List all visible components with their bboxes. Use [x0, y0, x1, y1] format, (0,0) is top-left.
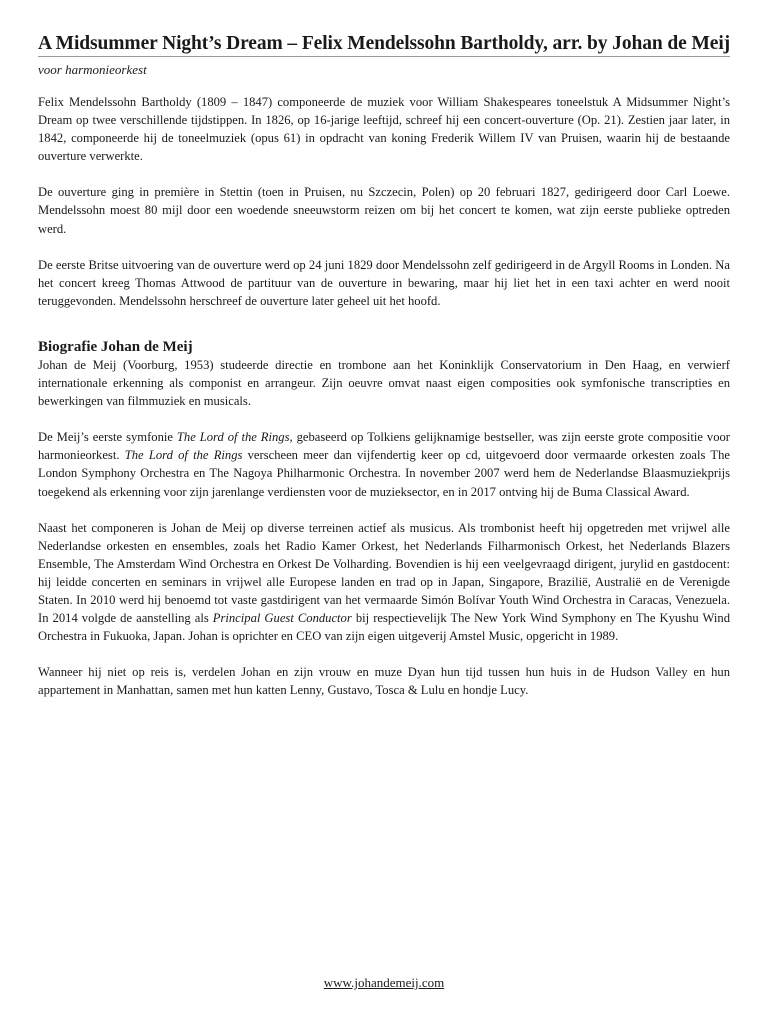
website-link[interactable]: www.johandemeij.com — [323, 975, 445, 990]
bio-paragraph-3 — [38, 519, 730, 646]
bio-p2-text-a: De Meij’s eerste symfonie — [38, 430, 177, 445]
page-title: A Midsummer Night’s Dream – Felix Mendelssohn Bartholdy, arr. by Johan de Meij — [38, 33, 730, 57]
work-title-italic: The Lord of the Rings — [124, 448, 243, 463]
bio-p3-text-a: Naast het componeren is Johan de Meij op diverse terreinen actief als musicus. Als trombonist heeft hij opgetreden met vrijwel alle Nederlandse orkesten en ensembles, zoals het Radio Kamer Orkest, het Nederlands Filharmonisch Orkest, het Nederlands Blazers Ensemble, The Amsterdam Wind Orchestra en Orkest De Volharding. Bovendien is hij een veelgevraagd dirigent, jurylid en gastdocent: hij leidde concerten en seminars in vrijwel alle Europese landen en trad op in Japan, Singapore, Brazilië, Australië en de Verenigde Staten. In 2010 werd hij benoemd tot vaste gastdirigent van het vermaarde Simón Bolívar Youth Wind Orchestra in Caracas, Venezuela. In 2014 volgde de aanstelling als — [38, 520, 730, 626]
intro-paragraph-1: Felix Mendelssohn Bartholdy (1809 – 1847) componeerde de muziek voor William Shakespeares toneelstuk A Midsummer Night’s Dream op twee verschillende tijdstippen. In 1826, op 16-jarige leeftijd, schreef hij een concert-ouverture (Op. 21). Zestien jaar later, in 1842, componeerde hij de toneelmuziek (opus 61) in opdracht van koning Frederik Willem IV van Pruisen, waarin hij de bestaande ouverture verwerkte. — [38, 95, 730, 164]
bio-paragraph-2 — [38, 428, 730, 500]
intro-paragraph-3: De eerste Britse uitvoering van de ouverture werd op 24 juni 1829 door Mendelssohn zelf gedirigeerd in de Argyll Rooms in Londen. Na het concert kreeg Thomas Attwood de partituur van de ouverture in bewaring, maar hij liet het in een taxi achter en werd nooit teruggevonden. Mendelssohn herschreef de ouverture later geheel uit het hoofd. — [38, 257, 730, 308]
role-title-italic: Principal Guest Conductor — [212, 611, 352, 626]
page-footer — [0, 975, 768, 991]
intro-paragraph-2: De ouverture ging in première in Stettin (toen in Pruisen, nu Szczecin, Polen) op 20 februari 1827, gedirigeerd door Carl Loewe. Mendelssohn moest 80 mijl door een woedende sneeuwstorm reizen om bij het concert te komen, wat zijn eerste publieke optreden werd. — [38, 185, 730, 236]
bio-heading: Biografie Johan de Meij — [38, 338, 193, 355]
bio-paragraph-4: Wanneer hij niet op reis is, verdelen Johan en zijn vrouw en muze Dyan hun tijd tussen hun huis in de Hudson Valley en hun appartement in Manhattan, samen met hun katten Lenny, Gustavo, Tosca & Lulu en hondje Lucy. — [38, 665, 730, 698]
work-title-italic: The Lord of the Rings — [176, 430, 290, 445]
bio-paragraph-1: Johan de Meij (Voorburg, 1953) studeerde directie en trombone aan het Koninklijk Conservatorium in Den Haag, en verwierf internationale erkenning als componist en arrangeur. Zijn oeuvre omvat naast eigen composities ook symfonische transcripties en bewerkingen van filmmuziek en musicals. — [38, 357, 730, 409]
page-subtitle: voor harmonieorkest — [38, 62, 147, 77]
bio-p2-text-e: verscheen meer dan vijfendertig keer op cd, uitgevoerd door vermaarde orkesten zoals The London Symphony Orchestra en The Nagoya Philharmonic Orchestra. In november 2007 werd hem de Nederlandse Blaasmuziekprijs toegekend als erkenning voor zijn jarenlange verdiensten voor de muzieksector, en in 2017 ontving hij de Buma Classical Award. — [38, 448, 730, 499]
bio-p2-text-c: , gebaseerd op Tolkiens gelijknamige bestseller, was zijn eerste grote compositie voor harmonieorkest. — [38, 430, 730, 463]
bio-p3-text-c: bij respectievelijk The New York Wind Symphony en The Kyushu Wind Orchestra in Fukuoka, Japan. Johan is oprichter en CEO van zijn eigen uitgeverij Amstel Music, opgericht in 1989. — [38, 611, 731, 644]
document-page — [38, 33, 730, 699]
